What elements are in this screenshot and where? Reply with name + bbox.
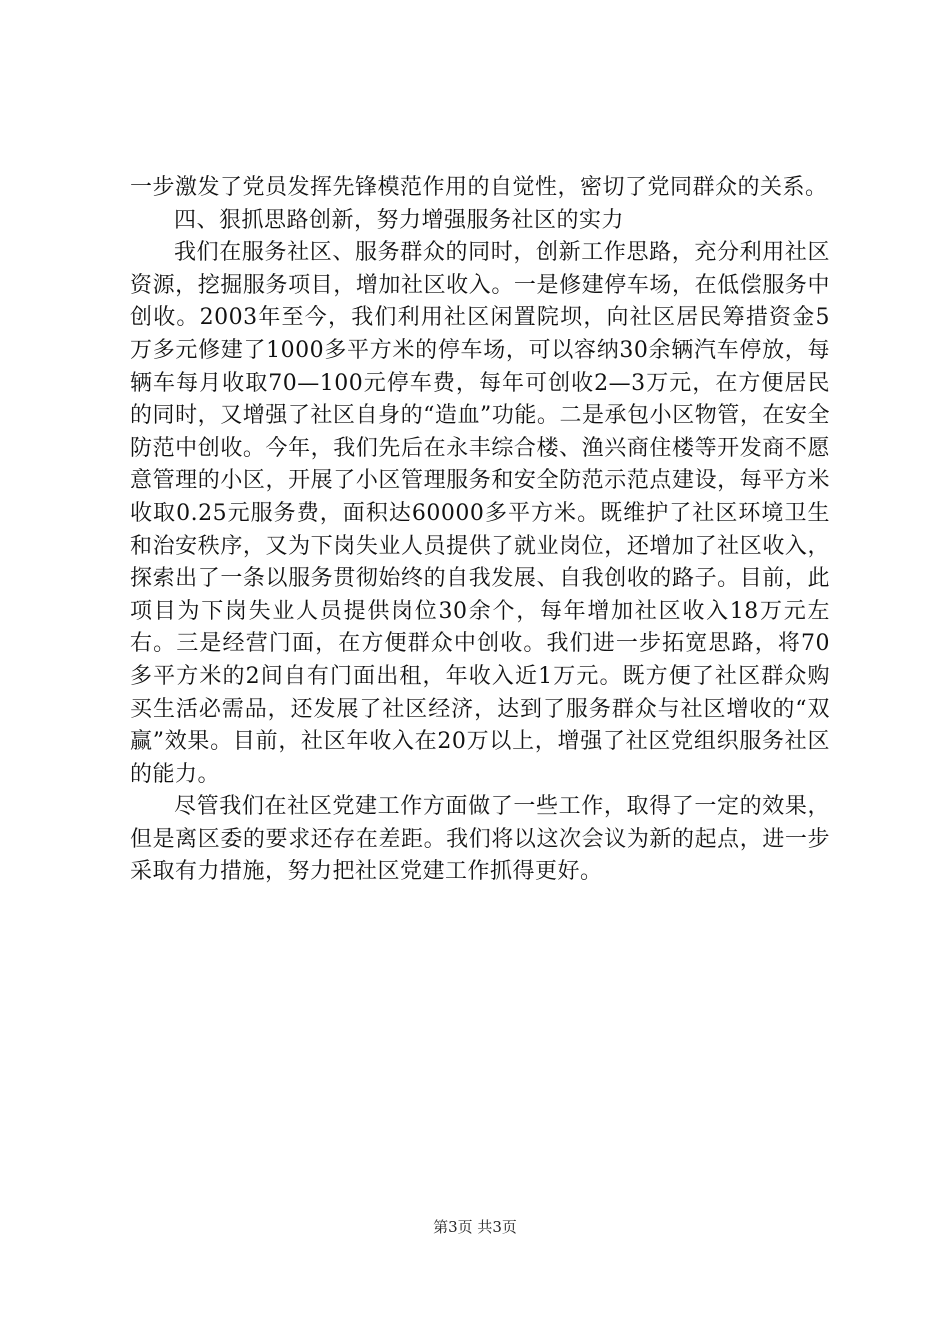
paragraph-body-1: 我们在服务社区、服务群众的同时，创新工作思路，充分利用社区资源，挖掘服务项目，增加社区收入。一是修建停车场，在低偿服务中创收。2003年至今，我们利用社区闲置院坝，向社区居民筹措资金5万多元修建了1000多平方米的停车场，可以容纳30余辆汽车停放，每辆车每月收取70—100元停车费，每年可创收2—3万元，在方便居民的同时，又增强了社区自身的“造血”功能。二是承包小区物管，在安全防范中创收。今年，我们先后在永丰综合楼、渔兴商住楼等开发商不愿意管理的小区，开展了小区管理服务和安全防范示范点建设，每平方米收取0.25元服务费，面积达60000多平方米。既维护了社区环境卫生和治安秩序，又为下岗失业人员提供了就业岗位，还增加了社区收入，探索出了一条以服务贯彻始终的自我发展、自我创收的路子。目前，此项目为下岗失业人员提供岗位30余个，每年增加社区收入18万元左右。三是经营门面，在方便群众中创收。我们进一步拓宽思路，将70多平方米的2间自有门面出租，年收入近1万元。既方便了社区群众购买生活必需品，还发展了社区经济，达到了服务群众与社区增收的“双赢”效果。目前，社区年收入在20万以上，增强了社区党组织服务社区的能力。 (130, 240, 830, 787)
paragraph-continuation: 一步激发了党员发挥先锋模范作用的自觉性，密切了党同群众的关系。 (130, 175, 828, 200)
page-number-label: 第3页 共3页 (433, 1218, 517, 1236)
document-body (130, 172, 830, 889)
section-heading: 四、狠抓思路创新，努力增强服务社区的实力 (174, 207, 625, 233)
paragraph-body-2: 尽管我们在社区党建工作方面做了一些工作，取得了一定的效果，但是离区委的要求还存在差距。我们将以这次会议为新的起点，进一步采取有力措施，努力把社区党建工作抓得更好。 (130, 794, 830, 885)
page-footer (0, 1216, 950, 1237)
